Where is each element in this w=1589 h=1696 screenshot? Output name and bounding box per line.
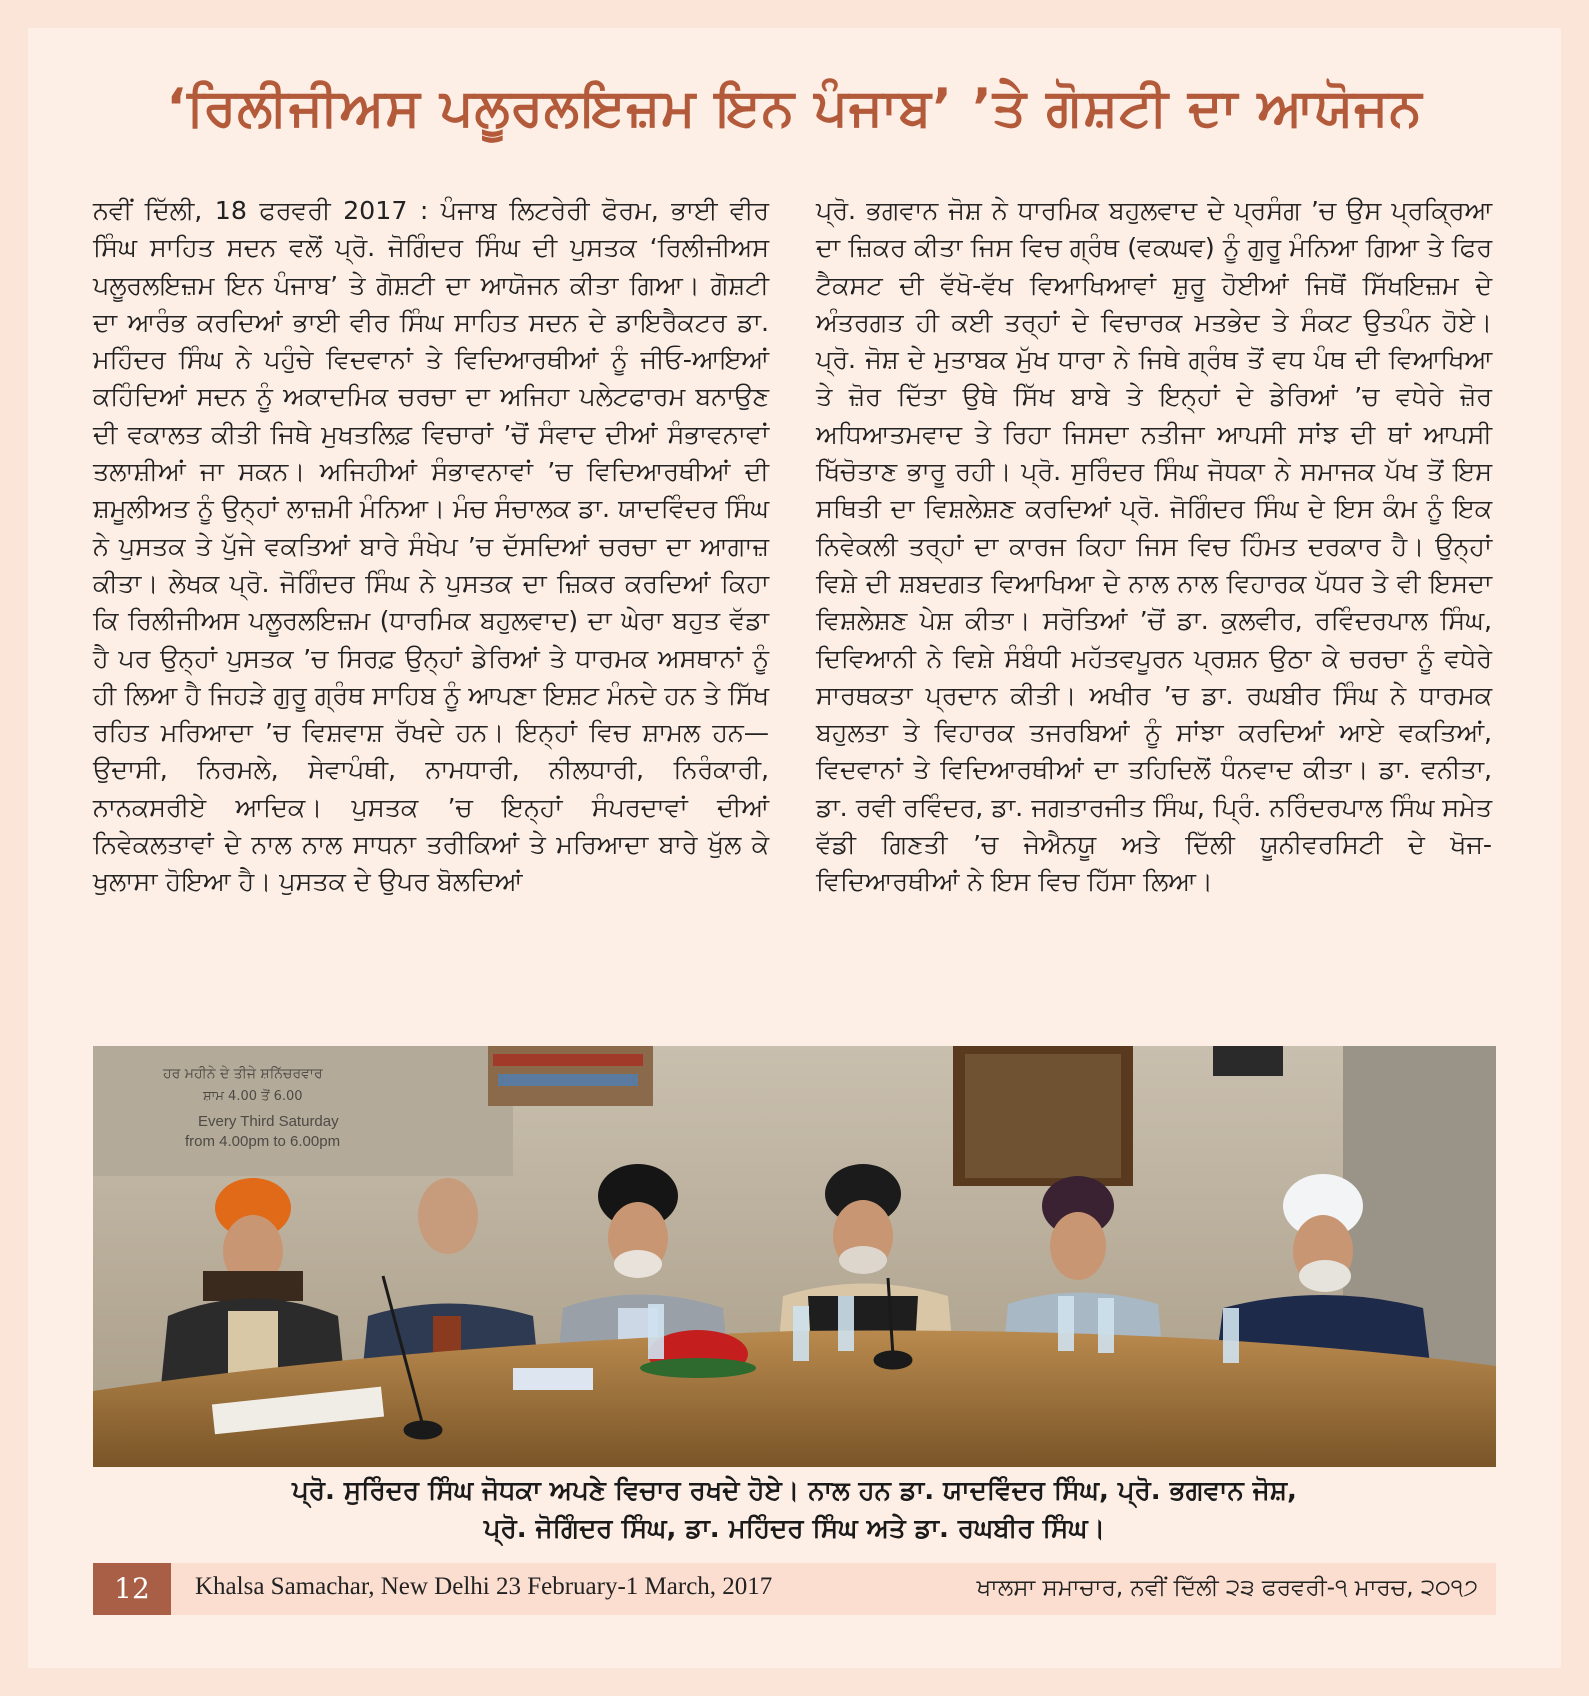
photo-caption xyxy=(93,1472,1496,1548)
footer-publication-english: Khalsa Samachar, New Delhi 23 February-1 March, 2017 xyxy=(195,1573,773,1600)
caption-line1: ਪ੍ਰੋ. ਸੁਰਿੰਦਰ ਸਿੰਘ ਜੋਧਕਾ ਅਪਣੇ ਵਿਚਾਰ ਰਖਦੇ ਹੋਏ। ਨਾਲ ਹਨ ਡਾ. ਯਾਦਵਿੰਦਰ ਸਿੰਘ, ਪ੍ਰੋ. ਭਗਵਾਨ ਜੋਸ਼, xyxy=(292,1476,1297,1506)
article-text-left: ਨਵੀਂ ਦਿੱਲੀ, 18 ਫਰਵਰੀ 2017 : ਪੰਜਾਬ ਲਿਟਰੇਰੀ ਫੋਰਮ, ਭਾਈ ਵੀਰ ਸਿੰਘ ਸਾਹਿਤ ਸਦਨ ਵਲੋਂ ਪ੍ਰੋ. ਜੋਗਿੰਦਰ ਸਿੰਘ ਦੀ ਪੁਸਤਕ ‘ਰਿਲੀਜੀਅਸ ਪਲੂਰਲਇਜ਼ਮ ਇਨ ਪੰਜਾਬ’ ਤੇ ਗੋਸ਼ਟੀ ਦਾ ਆਯੋਜਨ ਕੀਤਾ ਗਿਆ। ਗੋਸ਼ਟੀ ਦਾ ਆਰੰਭ ਕਰਦਿਆਂ ਭਾਈ ਵੀਰ ਸਿੰਘ ਸਾਹਿਤ ਸਦਨ ਦੇ ਡਾਇਰੈਕਟਰ ਡਾ. ਮਹਿੰਦਰ ਸਿੰਘ ਨੇ ਪਹੁੰਚੇ ਵਿਦਵਾਨਾਂ ਤੇ ਵਿਦਿਆਰਥੀਆਂ ਨੂੰ ਜੀਓ-ਆਇਆਂ ਕਹਿੰਦਿਆਂ ਸਦਨ ਨੂੰ ਅਕਾਦਮਿਕ ਚਰਚਾ ਦਾ ਅਜਿਹਾ ਪਲੇਟਫਾਰਮ ਬਨਾਉਣ ਦੀ ਵਕਾਲਤ ਕੀਤੀ ਜਿਥੇ ਮੁਖਤਲਿਫ਼ ਵਿਚਾਰਾਂ ’ਚੋਂ ਸੰਵਾਦ ਦੀਆਂ ਸੰਭਾਵਨਾਵਾਂ ਤਲਾਸ਼ੀਆਂ ਜਾ ਸਕਨ। ਅਜਿਹੀਆਂ ਸੰਭਾਵਨਾਵਾਂ ’ਚ ਵਿਦਿਆਰਥੀਆਂ ਦੀ ਸ਼ਮੂਲੀਅਤ ਨੂੰ ਉਨ੍ਹਾਂ ਲਾਜ਼ਮੀ ਮੰਨਿਆ। ਮੰਚ ਸੰਚਾਲਕ ਡਾ. ਯਾਦਵਿੰਦਰ ਸਿੰਘ ਨੇ ਪੁਸਤਕ ਤੇ ਪੁੱਜੇ ਵਕਤਿਆਂ ਬਾਰੇ ਸੰਖੇਪ ’ਚ ਦੱਸਦਿਆਂ ਚਰਚਾ ਦਾ ਆਗਾਜ਼ ਕੀਤਾ। ਲੇਖਕ ਪ੍ਰੋ. ਜੋਗਿੰਦਰ ਸਿੰਘ ਨੇ ਪੁਸਤਕ ਦਾ ਜ਼ਿਕਰ ਕਰਦਿਆਂ ਕਿਹਾ ਕਿ ਰਿਲੀਜੀਅਸ ਪਲੂਰਲਇਜ਼ਮ (ਧਾਰਮਿਕ ਬਹੁਲਵਾਦ) ਦਾ ਘੇਰਾ ਬਹੁਤ ਵੱਡਾ ਹੈ ਪਰ ਉਨ੍ਹਾਂ ਪੁਸਤਕ ’ਚ ਸਿਰਫ਼ ਉਨ੍ਹਾਂ ਡੇਰਿਆਂ ਤੇ ਧਾਰਮਕ ਅਸਥਾਨਾਂ ਨੂੰ ਹੀ ਲਿਆ ਹੈ ਜਿਹੜੇ ਗੁਰੂ ਗ੍ਰੰਥ ਸਾਹਿਬ ਨੂੰ ਆਪਣਾ ਇਸ਼ਟ ਮੰਨਦੇ ਹਨ ਤੇ ਸਿੱਖ ਰਹਿਤ ਮਰਿਆਦਾ ’ਚ ਵਿਸ਼ਵਾਸ਼ ਰੱਖਦੇ ਹਨ। ਇਨ੍ਹਾਂ ਵਿਚ ਸ਼ਾਮਲ ਹਨ— ਉਦਾਸੀ, ਨਿਰਮਲੇ, ਸੇਵਾਪੰਥੀ, ਨਾਮਧਾਰੀ, ਨੀਲਧਾਰੀ, ਨਿਰੰਕਾਰੀ, ਨਾਨਕਸਰੀਏ ਆਦਿਕ। ਪੁਸਤਕ ’ਚ ਇਨ੍ਹਾਂ ਸੰਪਰਦਾਵਾਂ ਦੀਆਂ ਨਿਵੇਕਲਤਾਵਾਂ ਦੇ ਨਾਲ ਨਾਲ ਸਾਧਨਾ ਤਰੀਕਿਆਂ ਤੇ ਮਰਿਆਦਾ ਬਾਰੇ ਖੁੱਲ ਕੇ ਖੁਲਾਸਾ ਹੋਇਆ ਹੈ। ਪੁਸਤਕ ਦੇ ਉਪਰ ਬੋਲਦਿਆਂ xyxy=(93,196,769,897)
banner-line3: Every Third Saturday xyxy=(198,1113,339,1130)
article-column-right xyxy=(816,192,1492,901)
page-footer xyxy=(93,1563,1496,1615)
footer-publication-punjabi: ਖਾਲਸਾ ਸਮਾਚਾਰ, ਨਵੀਂ ਦਿੱਲੀ ੨੩ ਫਰਵਰੀ-੧ ਮਾਰਚ, ੨੦੧੭ xyxy=(976,1575,1478,1601)
banner-line4: from 4.00pm to 6.00pm xyxy=(185,1133,341,1150)
page-number: 12 xyxy=(93,1563,171,1615)
article-column-left xyxy=(93,192,769,901)
banner-line1: ਹਰ ਮਹੀਨੇ ਦੇ ਤੀਜੇ ਸ਼ਨਿੱਚਰਵਾਰ xyxy=(163,1066,323,1082)
banner-line2: ਸ਼ਾਮ 4.00 ਤੋਂ 6.00 xyxy=(203,1089,303,1104)
article-text-right: ਪ੍ਰੋ. ਭਗਵਾਨ ਜੋਸ਼ ਨੇ ਧਾਰਮਿਕ ਬਹੁਲਵਾਦ ਦੇ ਪ੍ਰਸੰਗ ’ਚ ਉਸ ਪ੍ਰਕ੍ਰਿਆ ਦਾ ਜ਼ਿਕਰ ਕੀਤਾ ਜਿਸ ਵਿਚ ਗ੍ਰੰਥ (ਵਕਘਵ) ਨੂੰ ਗੁਰੂ ਮੰਨਿਆ ਗਿਆ ਤੇ ਫਿਰ ਟੈਕਸਟ ਦੀ ਵੱਖੋ-ਵੱਖ ਵਿਆਖਿਆਵਾਂ ਸ਼ੁਰੂ ਹੋਈਆਂ ਜਿਥੋਂ ਸਿੱਖਇਜ਼ਮ ਦੇ ਅੰਤਰਗਤ ਹੀ ਕਈ ਤਰ੍ਹਾਂ ਦੇ ਵਿਚਾਰਕ ਮਤਭੇਦ ਤੇ ਸੰਕਟ ਉਤਪੰਨ ਹੋਏ। ਪ੍ਰੋ. ਜੋਸ਼ ਦੇ ਮੁਤਾਬਕ ਮੁੱਖ ਧਾਰਾ ਨੇ ਜਿਥੇ ਗ੍ਰੰਥ ਤੋਂ ਵਧ ਪੰਥ ਦੀ ਵਿਆਖਿਆ ਤੇ ਜ਼ੋਰ ਦਿੱਤਾ ਉਥੇ ਸਿੱਖ ਬਾਬੇ ਤੇ ਇਨ੍ਹਾਂ ਦੇ ਡੇਰਿਆਂ ’ਚ ਵਧੇਰੇ ਜ਼ੋਰ ਅਧਿਆਤਮਵਾਦ ਤੇ ਰਿਹਾ ਜਿਸਦਾ ਨਤੀਜਾ ਆਪਸੀ ਸਾਂਝ ਦੀ ਥਾਂ ਆਪਸੀ ਖਿੱਚੋਤਾਣ ਭਾਰੂ ਰਹੀ। ਪ੍ਰੋ. ਸੁਰਿੰਦਰ ਸਿੰਘ ਜੋਧਕਾ ਨੇ ਸਮਾਜਕ ਪੱਖ ਤੋਂ ਇਸ ਸਥਿਤੀ ਦਾ ਵਿਸ਼ਲੇਸ਼ਣ ਕਰਦਿਆਂ ਪ੍ਰੋ. ਜੋਗਿੰਦਰ ਸਿੰਘ ਦੇ ਇਸ ਕੰਮ ਨੂੰ ਇਕ ਨਿਵੇਕਲੀ ਤਰ੍ਹਾਂ ਦਾ ਕਾਰਜ ਕਿਹਾ ਜਿਸ ਵਿਚ ਹਿੰਮਤ ਦਰਕਾਰ ਹੈ। ਉਨ੍ਹਾਂ ਵਿਸ਼ੇ ਦੀ ਸ਼ਬਦਗਤ ਵਿਆਖਿਆ ਦੇ ਨਾਲ ਨਾਲ ਵਿਹਾਰਕ ਪੱਧਰ ਤੇ ਵੀ ਇਸਦਾ ਵਿਸ਼ਲੇਸ਼ਣ ਪੇਸ਼ ਕੀਤਾ। ਸਰੋਤਿਆਂ ’ਚੋਂ ਡਾ. ਕੁਲਵੀਰ, ਰਵਿੰਦਰਪਾਲ ਸਿੰਘ, ਦਿਵਿਆਨੀ ਨੇ ਵਿਸ਼ੇ ਸੰਬੰਧੀ ਮਹੱਤਵਪੂਰਨ ਪ੍ਰਸ਼ਨ ਉਠਾ ਕੇ ਚਰਚਾ ਨੂੰ ਵਧੇਰੇ ਸਾਰਥਕਤਾ ਪ੍ਰਦਾਨ ਕੀਤੀ। ਅਖੀਰ ’ਚ ਡਾ. ਰਘਬੀਰ ਸਿੰਘ ਨੇ ਧਾਰਮਕ ਬਹੁਲਤਾ ਤੇ ਵਿਹਾਰਕ ਤਜਰਬਿਆਂ ਨੂੰ ਸਾਂਝਾ ਕਰਦਿਆਂ ਆਏ ਵਕਤਿਆਂ, ਵਿਦਵਾਨਾਂ ਤੇ ਵਿਦਿਆਰਥੀਆਂ ਦਾ ਤਹਿਦਿਲੋਂ ਧੰਨਵਾਦ ਕੀਤਾ। ਡਾ. ਵਨੀਤਾ, ਡਾ. ਰਵੀ ਰਵਿੰਦਰ, ਡਾ. ਜਗਤਾਰਜੀਤ ਸਿੰਘ, ਪ੍ਰਿੰ. ਨਰਿੰਦਰਪਾਲ ਸਿੰਘ ਸਮੇਤ ਵੱਡੀ ਗਿਣਤੀ ’ਚ ਜੇਐਨਯੂ ਅਤੇ ਦਿੱਲੀ ਯੂਨੀਵਰਸਿਟੀ ਦੇ ਖੋਜ-ਵਿਦਿਆਰਥੀਆਂ ਨੇ ਇਸ ਵਿਚ ਹਿੱਸਾ ਲਿਆ। xyxy=(816,196,1492,897)
headline: ‘ਰਿਲੀਜੀਅਸ ਪਲੂਰਲਇਜ਼ਮ ਇਨ ਪੰਜਾਬ’ ’ਤੇ ਗੋਸ਼ਟੀ ਦਾ ਆਯੋਜਨ xyxy=(166,78,1423,138)
speaker xyxy=(1213,1046,1283,1076)
event-photo xyxy=(93,1046,1496,1467)
caption-line2: ਪ੍ਰੋ. ਜੋਗਿੰਦਰ ਸਿੰਘ, ਡਾ. ਮਹਿੰਦਰ ਸਿੰਘ ਅਤੇ ਡਾ. ਰਘਬੀਰ ਸਿੰਘ। xyxy=(483,1514,1106,1544)
